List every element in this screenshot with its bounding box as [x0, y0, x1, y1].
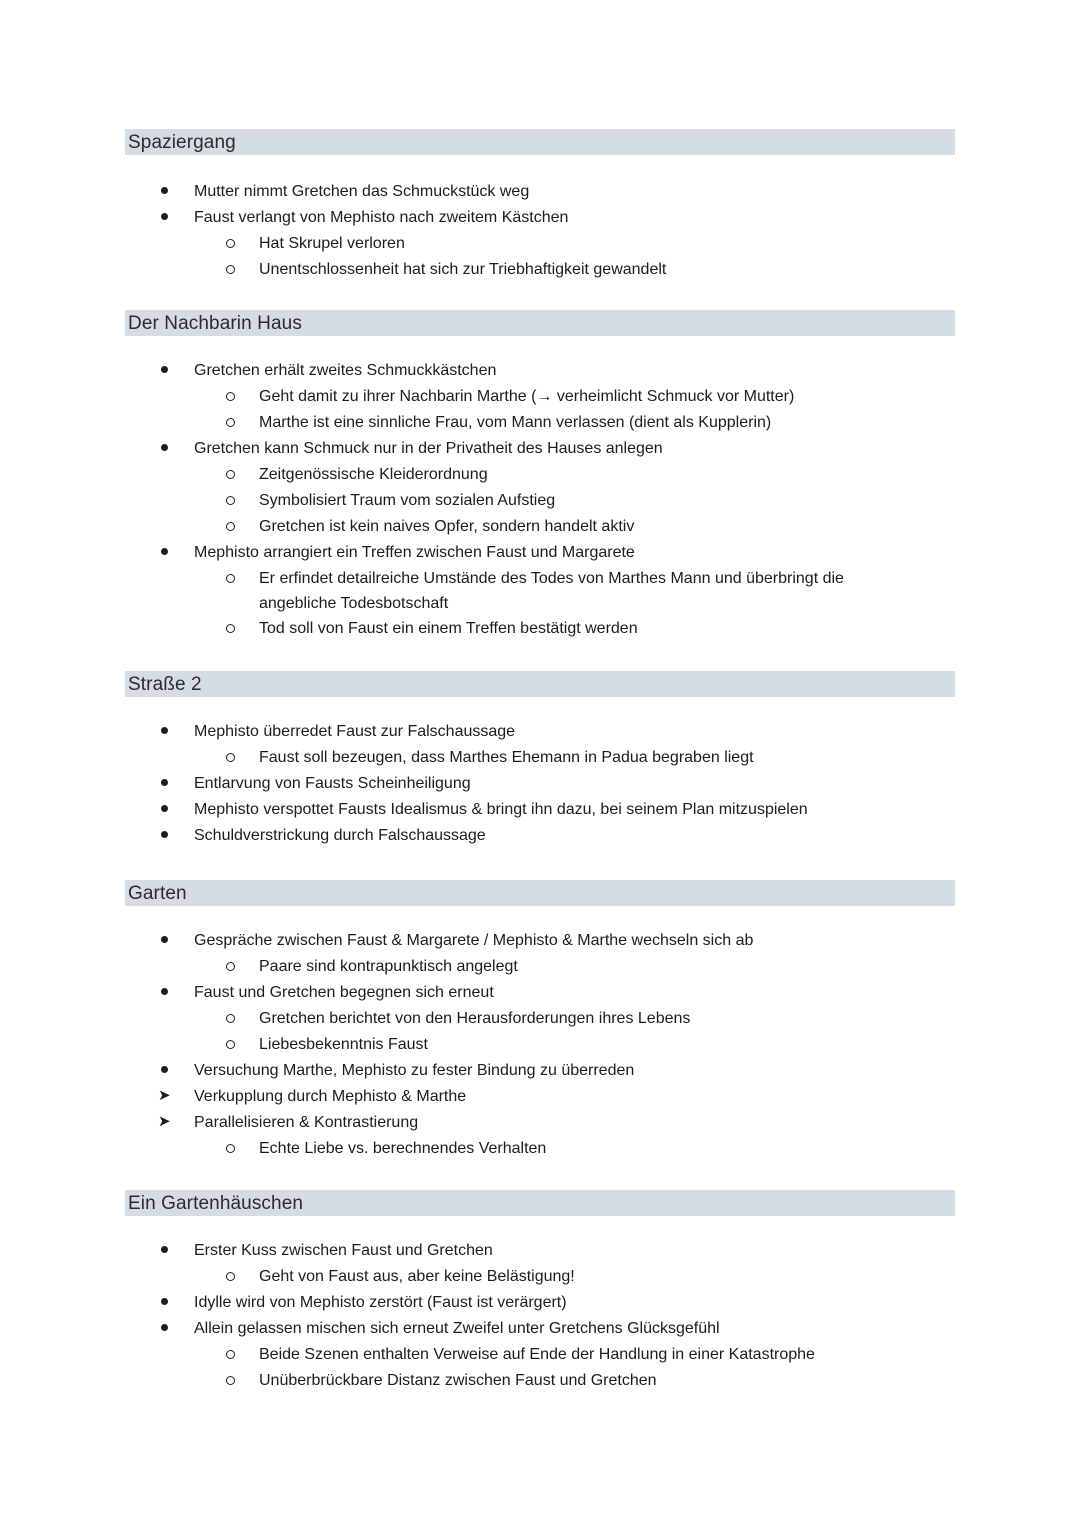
list-item	[125, 384, 955, 410]
list-item	[125, 1110, 955, 1136]
bullet-circle-icon	[226, 1032, 235, 1058]
list-item-text: Gretchen berichtet von den Herausforderungen ihres Lebens	[259, 1010, 691, 1027]
list-item	[125, 410, 955, 436]
section-spaziergang	[125, 129, 955, 283]
list-item	[125, 514, 955, 540]
list-item-text: Gretchen ist kein naives Opfer, sondern handelt aktiv	[259, 518, 635, 535]
bullet-dot-icon	[161, 1058, 168, 1084]
list-item	[125, 1238, 955, 1264]
section-heading: Garten	[125, 880, 955, 906]
list-item-text: Faust verlangt von Mephisto nach zweitem Kästchen	[194, 209, 569, 226]
list-item	[125, 436, 955, 462]
list-item	[125, 928, 955, 954]
list-item-text: Zeitgenössische Kleiderordnung	[259, 466, 488, 483]
bullet-list	[125, 719, 955, 849]
list-item	[125, 1006, 955, 1032]
list-item	[125, 719, 955, 745]
list-item-text: Faust und Gretchen begegnen sich erneut	[194, 984, 494, 1001]
list-item	[125, 1368, 955, 1394]
list-item	[125, 954, 955, 980]
list-item-text: Entlarvung von Fausts Scheinheiligung	[194, 775, 471, 792]
bullet-dot-icon	[161, 1316, 168, 1342]
list-item-text: Geht damit zu ihrer Nachbarin Marthe (→ verheimlicht Schmuck vor Mutter)	[259, 388, 795, 405]
list-item	[125, 540, 955, 566]
bullet-circle-icon	[226, 1368, 235, 1394]
list-item-text: Mephisto verspottet Fausts Idealismus & bringt ihn dazu, bei seinem Plan mitzuspielen	[194, 801, 808, 818]
bullet-circle-icon	[226, 745, 235, 771]
list-item-text: Idylle wird von Mephisto zerstört (Faust ist verärgert)	[194, 1294, 567, 1311]
list-item	[125, 566, 955, 616]
bullet-circle-icon	[226, 231, 235, 257]
list-item-text: Parallelisieren & Kontrastierung	[194, 1114, 419, 1131]
list-item-text: Gespräche zwischen Faust & Margarete / Mephisto & Marthe wechseln sich ab	[194, 932, 754, 949]
section-strasse-2	[125, 671, 955, 849]
bullet-circle-icon	[226, 616, 235, 642]
list-item-text: Marthe ist eine sinnliche Frau, vom Mann verlassen (dient als Kupplerin)	[259, 414, 772, 431]
list-item-text: Paare sind kontrapunktisch angelegt	[259, 958, 518, 975]
section-heading: Spaziergang	[125, 129, 955, 155]
list-item-text: Er erfindet detailreiche Umstände des Todes von Marthes Mann und überbringt die angebliche Todesbotschaft	[259, 570, 844, 612]
list-item-text: Schuldverstrickung durch Falschaussage	[194, 827, 486, 844]
bullet-dot-icon	[161, 980, 168, 1006]
list-item-text: Versuchung Marthe, Mephisto zu fester Bindung zu überreden	[194, 1062, 635, 1079]
list-item	[125, 980, 955, 1006]
arrowhead-bullet-icon: ➤	[158, 1087, 171, 1104]
list-item	[125, 257, 955, 283]
bullet-dot-icon	[161, 540, 168, 566]
list-item	[125, 1136, 955, 1162]
section-heading: Ein Gartenhäuschen	[125, 1190, 955, 1216]
list-item	[125, 205, 955, 231]
list-item	[125, 797, 955, 823]
list-item-text: Geht von Faust aus, aber keine Belästigung!	[259, 1268, 575, 1285]
list-item	[125, 231, 955, 257]
list-item-text: Mephisto überredet Faust zur Falschaussage	[194, 723, 516, 740]
list-item-text: Faust soll bezeugen, dass Marthes Ehemann in Padua begraben liegt	[259, 749, 754, 766]
bullet-dot-icon	[161, 719, 168, 745]
bullet-list	[125, 928, 955, 1162]
bullet-circle-icon	[226, 514, 235, 540]
bullet-circle-icon	[226, 384, 235, 410]
list-item	[125, 1058, 955, 1084]
bullet-circle-icon	[226, 488, 235, 514]
bullet-dot-icon	[161, 205, 168, 231]
list-item-text: Unentschlossenheit hat sich zur Triebhaftigkeit gewandelt	[259, 261, 667, 278]
list-item-text: Allein gelassen mischen sich erneut Zweifel unter Gretchens Glücksgefühl	[194, 1320, 720, 1337]
bullet-circle-icon	[226, 462, 235, 488]
bullet-circle-icon	[226, 954, 235, 980]
list-item-text: Liebesbekenntnis Faust	[259, 1036, 428, 1053]
list-item	[125, 462, 955, 488]
list-item-text: Gretchen erhält zweites Schmuckkästchen	[194, 362, 497, 379]
section-ein-gartenhaeuschen	[125, 1190, 955, 1394]
bullet-dot-icon	[161, 1238, 168, 1264]
bullet-circle-icon	[226, 1342, 235, 1368]
list-item	[125, 1084, 955, 1110]
list-item-text: Tod soll von Faust ein einem Treffen bestätigt werden	[259, 620, 638, 637]
list-item	[125, 745, 955, 771]
list-item	[125, 771, 955, 797]
list-item-text: Echte Liebe vs. berechnendes Verhalten	[259, 1140, 547, 1157]
bullet-dot-icon	[161, 928, 168, 954]
section-heading: Der Nachbarin Haus	[125, 310, 955, 336]
list-item	[125, 1264, 955, 1290]
list-item	[125, 1316, 955, 1342]
arrowhead-bullet-icon: ➤	[158, 1113, 171, 1130]
list-item	[125, 1342, 955, 1368]
bullet-dot-icon	[161, 436, 168, 462]
bullet-list	[125, 1238, 955, 1394]
section-garten	[125, 880, 955, 1162]
bullet-list	[125, 179, 955, 283]
list-item-text: Mutter nimmt Gretchen das Schmuckstück weg	[194, 183, 530, 200]
bullet-circle-icon	[226, 410, 235, 436]
list-item-text: Mephisto arrangiert ein Treffen zwischen Faust und Margarete	[194, 544, 635, 561]
bullet-circle-icon	[226, 257, 235, 283]
bullet-dot-icon	[161, 797, 168, 823]
bullet-circle-icon	[226, 1136, 235, 1162]
list-item-text: Verkupplung durch Mephisto & Marthe	[194, 1088, 467, 1105]
list-item-text: Hat Skrupel verloren	[259, 235, 405, 252]
bullet-dot-icon	[161, 823, 168, 849]
list-item	[125, 179, 955, 205]
list-item-text: Erster Kuss zwischen Faust und Gretchen	[194, 1242, 493, 1259]
list-item-text: Beide Szenen enthalten Verweise auf Ende der Handlung in einer Katastrophe	[259, 1346, 815, 1363]
section-der-nachbarin-haus	[125, 310, 955, 642]
list-item	[125, 358, 955, 384]
bullet-dot-icon	[161, 179, 168, 205]
list-item-text: Unüberbrückbare Distanz zwischen Faust und Gretchen	[259, 1372, 657, 1389]
bullet-dot-icon	[161, 358, 168, 384]
list-item	[125, 1290, 955, 1316]
list-item	[125, 616, 955, 642]
list-item	[125, 823, 955, 849]
bullet-circle-icon	[226, 1264, 235, 1290]
list-item	[125, 488, 955, 514]
list-item-text: Gretchen kann Schmuck nur in der Privatheit des Hauses anlegen	[194, 440, 663, 457]
bullet-circle-icon	[226, 566, 235, 591]
list-item	[125, 1032, 955, 1058]
bullet-circle-icon	[226, 1006, 235, 1032]
bullet-dot-icon	[161, 771, 168, 797]
list-item-text: Symbolisiert Traum vom sozialen Aufstieg	[259, 492, 556, 509]
bullet-list	[125, 358, 955, 642]
section-heading: Straße 2	[125, 671, 955, 697]
bullet-dot-icon	[161, 1290, 168, 1316]
